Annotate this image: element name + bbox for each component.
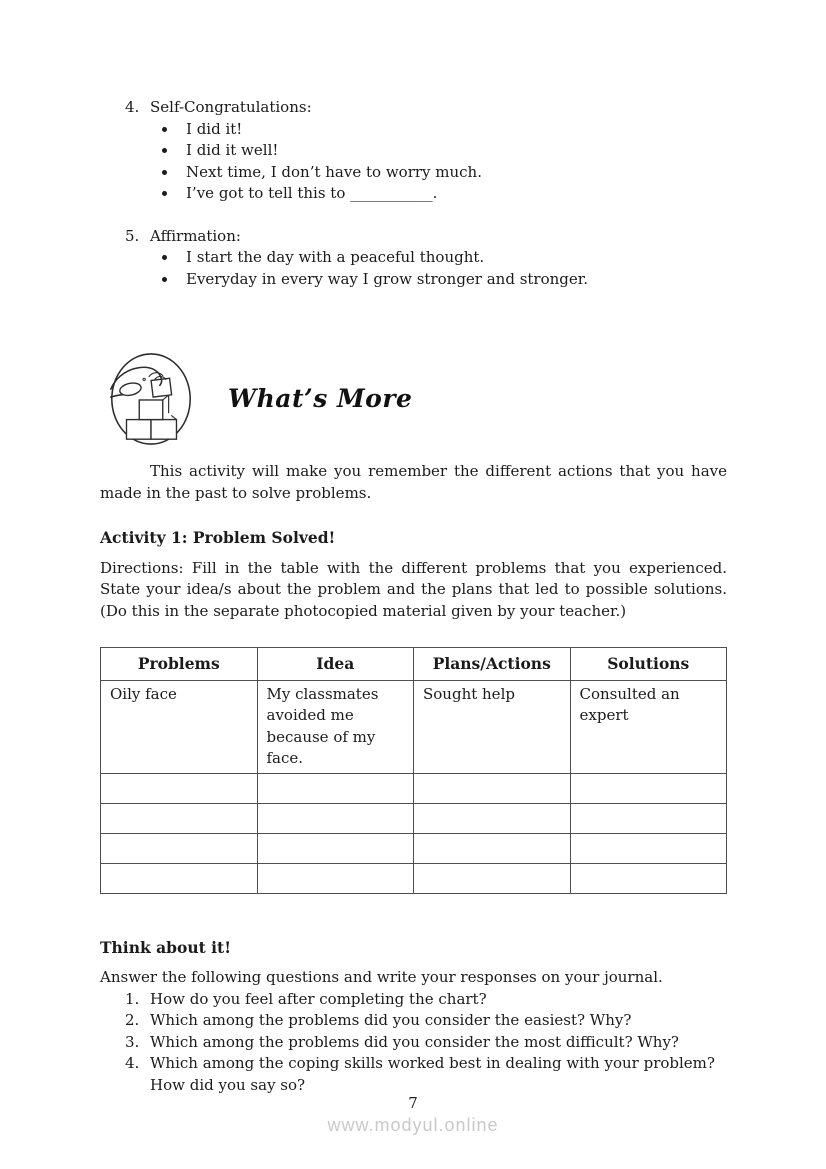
table-cell [414, 773, 571, 803]
watermark: www.modyul.online [327, 1115, 499, 1135]
think-intro: Answer the following questions and write your responses on your journal. [100, 968, 663, 986]
question-number: 1. [125, 989, 140, 1008]
list-item-title: Affirmation: [150, 226, 241, 245]
table-cell [414, 833, 571, 863]
table-cell: Oily face [101, 680, 258, 773]
directions-paragraph: Directions: Fill in the table with the different problems that you experienced. State your idea/s about the problem and the plans that led to possible solutions. (Do this in the separate photocopied material given by your teacher.) [100, 558, 727, 620]
table-cell [414, 803, 571, 833]
table-header-problems: Problems [101, 648, 258, 681]
bullet-item: • I start the day with a peaceful thought. [178, 247, 727, 269]
question-list [100, 989, 727, 1097]
bullet-item: • I did it! [178, 119, 727, 141]
activity-title: Activity 1: Problem Solved! [100, 528, 336, 547]
section-intro-paragraph: This activity will make you remember the different actions that you have made in the past to solve problems. [100, 462, 727, 502]
section-title: What’s More [228, 384, 413, 414]
question-item [100, 1032, 727, 1054]
table-cell [570, 833, 727, 863]
list-item-number: 5. [125, 226, 140, 245]
hand-stacking-blocks-icon [100, 350, 202, 448]
bullet-item: • Next time, I don’t have to worry much. [178, 162, 727, 184]
table-cell: Sought help [414, 680, 571, 773]
think-about-it-title: Think about it! [100, 937, 231, 957]
table-header-solutions: Solutions [570, 648, 727, 681]
question-text: Which among the coping skills worked best in dealing with your problem? How did you say so? [150, 1054, 715, 1094]
bullet-list [100, 247, 727, 290]
table-cell [101, 773, 258, 803]
table-cell [101, 803, 258, 833]
table-cell [257, 803, 414, 833]
question-number: 3. [125, 1032, 140, 1051]
coping-skills-list [100, 0, 727, 290]
question-item [100, 989, 727, 1011]
table-cell: Consulted an expert [570, 680, 727, 773]
table-cell [101, 833, 258, 863]
page-number: 7 [408, 1094, 418, 1112]
table-header-plans-actions: Plans/Actions [414, 648, 571, 681]
table-header-idea: Idea [257, 648, 414, 681]
table-header-row [101, 648, 727, 681]
list-item-title: Self-Congratulations: [150, 98, 312, 116]
bullet-item: • Everyday in every way I grow stronger and stronger. [178, 269, 727, 291]
table-row [101, 863, 727, 893]
table-cell [101, 863, 258, 893]
problems-table [100, 647, 727, 894]
section-banner [100, 350, 727, 448]
bullet-item: • I did it well! [178, 140, 727, 162]
question-number: 2. [125, 1011, 140, 1029]
bullet-list [100, 119, 727, 205]
page-content [100, 0, 727, 1096]
table-row [101, 833, 727, 863]
question-text: Which among the problems did you consider the most difficult? Why? [150, 1032, 679, 1051]
table-cell [257, 863, 414, 893]
table-cell [257, 773, 414, 803]
table-cell [570, 863, 727, 893]
table-cell [257, 833, 414, 863]
question-number: 4. [125, 1054, 140, 1072]
table-row [101, 803, 727, 833]
table-row [101, 773, 727, 803]
list-item-affirmation [100, 226, 727, 291]
table-cell [570, 773, 727, 803]
question-item [100, 1010, 727, 1032]
bullet-item: • I’ve got to tell this to ___________. [178, 183, 727, 205]
question-text: How do you feel after completing the chart? [150, 989, 487, 1008]
table-row [101, 680, 727, 773]
list-item-number: 4. [125, 98, 140, 116]
table-cell [414, 863, 571, 893]
table-cell: My classmates avoided me because of my face. [257, 680, 414, 773]
list-item-self-congratulations [100, 97, 727, 205]
table-cell [570, 803, 727, 833]
question-text: Which among the problems did you consider the easiest? Why? [150, 1011, 632, 1029]
question-item [100, 1053, 727, 1096]
